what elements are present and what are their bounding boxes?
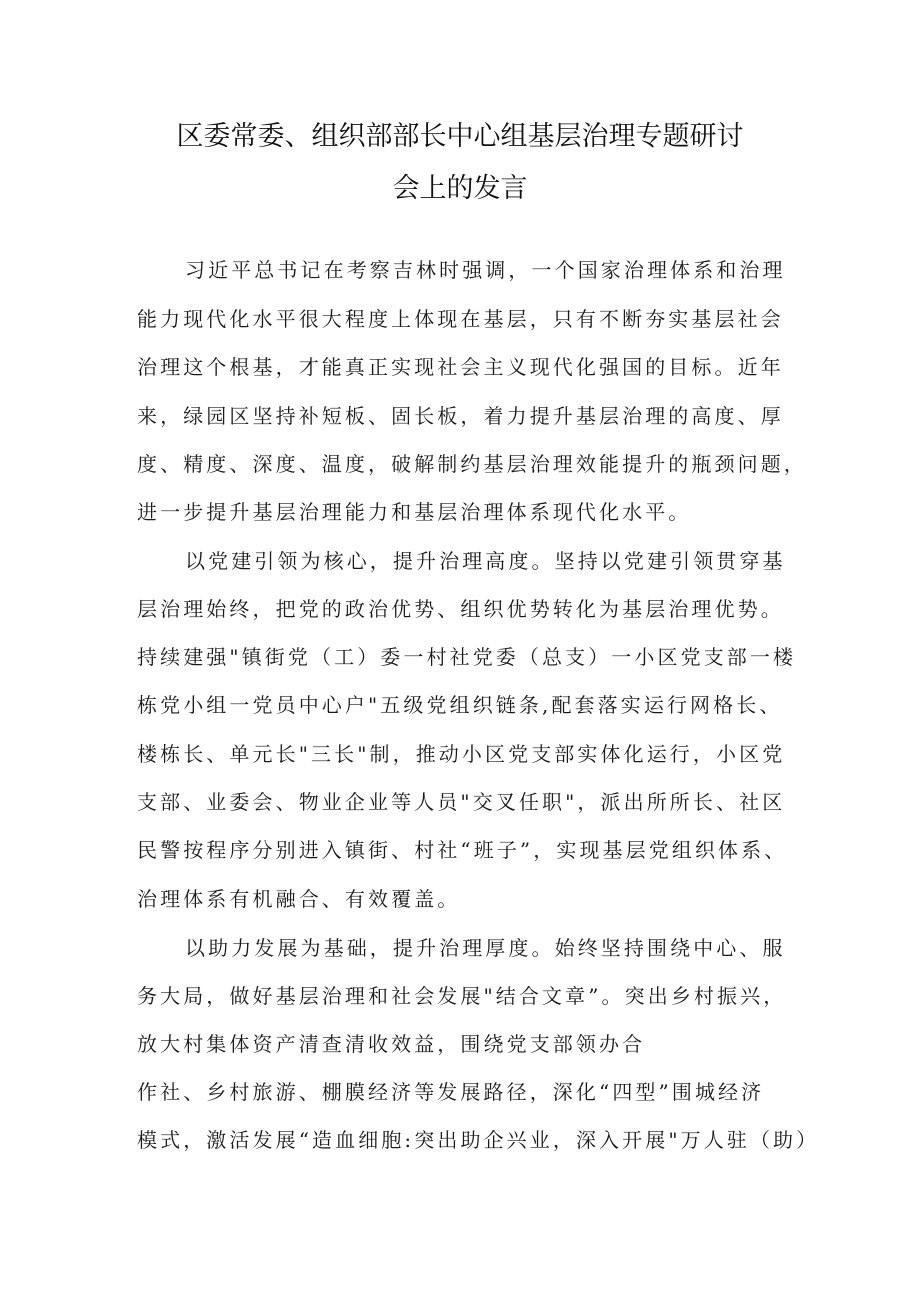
document-title-line-2: 会上的发言 — [392, 173, 528, 204]
paragraph-1-line-2: 能力现代化水平很大程度上体现在基层，只有不断夯实基层社会 — [137, 307, 784, 331]
paragraph-2-line-7: 民警按程序分别进入镇街、村社“班子”，实现基层党组织体系、 — [137, 838, 788, 862]
paragraph-2-line-5: 楼栋长、单元长"三长"制，推动小区党支部实体化运行，小区党 — [137, 742, 786, 766]
paragraph-1-line-1: 习近平总书记在考察吉林时强调，一个国家治理体系和治理 — [185, 258, 786, 282]
paragraph-1-line-4: 来，绿园区坚持补短板、固长板，着力提升基层治理的高度、厚 — [137, 404, 784, 428]
paragraph-1-line-6: 进一步提升基层治理能力和基层治理体系现代化水平。 — [137, 500, 692, 524]
paragraph-3-line-5: 模式，激活发展“造血细胞:突出助企兴业，深入开展"万人驻（助） — [137, 1128, 820, 1152]
paragraph-2-line-3: 持续建强"镇街党（工）委一村社党委（总支）一小区党支部一楼 — [137, 645, 797, 669]
paragraph-2-line-6: 支部、业委会、物业企业等人员"交叉任职"，派出所所长、社区 — [137, 790, 786, 814]
paragraph-3-line-2: 务大局，做好基层治理和社会发展"结合文章”。突出乡村振兴， — [137, 984, 787, 1008]
paragraph-3-line-3: 放大村集体资产清查清收效益，围绕党支部领办合 — [137, 1032, 646, 1056]
paragraph-2-line-4: 栋党小组一党员中心户"五级党组织链条,配套落实运行网格长、 — [137, 693, 783, 717]
paragraph-2-line-8: 治理体系有机融合、有效覆盖。 — [137, 887, 461, 911]
document-title-line-1: 区委常委、组织部部长中心组基层治理专题研讨 — [176, 121, 744, 152]
paragraph-1-line-3: 治理这个根基，才能真正实现社会主义现代化强国的目标。近年 — [137, 355, 784, 379]
paragraph-1-line-5: 度、精度、深度、温度，破解制约基层治理效能提升的瓶颈问题， — [137, 452, 807, 476]
paragraph-2-line-2: 层治理始终，把党的政治优势、组织优势转化为基层治理优势。 — [137, 597, 784, 621]
paragraph-3-line-4: 作社、乡村旅游、棚膜经济等发展路径，深化“四型”围城经济 — [137, 1080, 765, 1104]
paragraph-3-line-1: 以助力发展为基础，提升治理厚度。始终坚持围绕中心、服 — [185, 936, 786, 960]
paragraph-2-line-1: 以党建引领为核心，提升治理高度。坚持以党建引领贯穿基 — [185, 549, 786, 573]
